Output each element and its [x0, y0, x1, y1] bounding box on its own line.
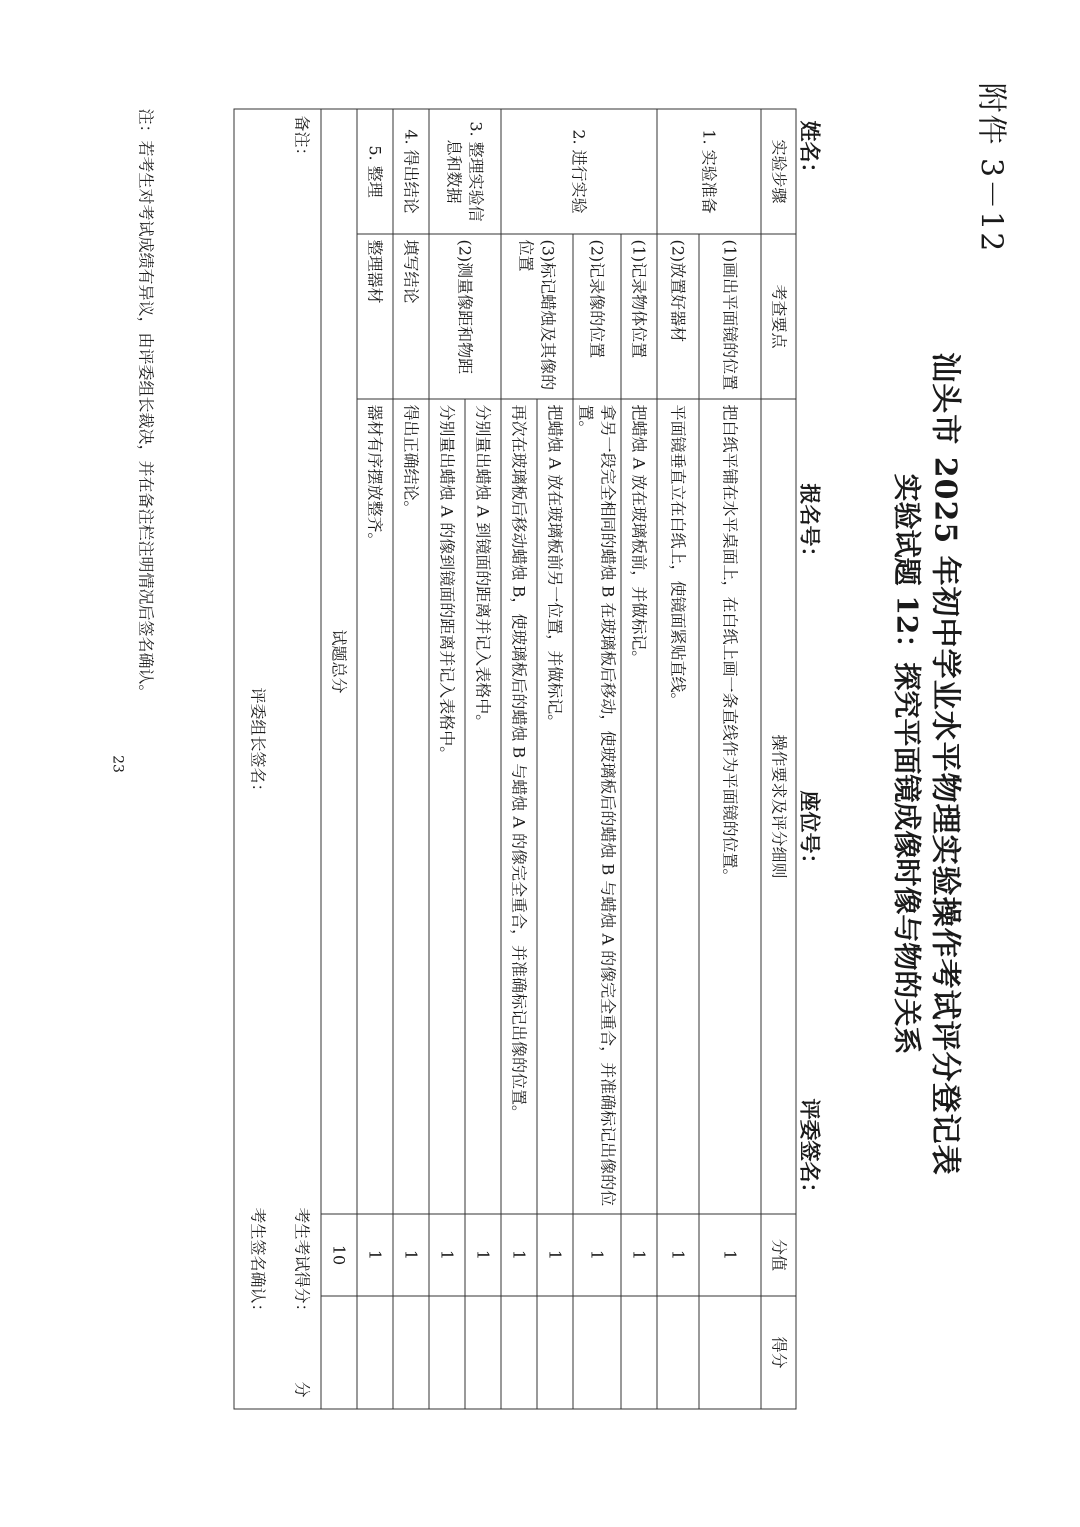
step-cell: 1. 实验准备: [657, 109, 761, 234]
step-cell: 2. 进行实验: [500, 109, 656, 234]
header-value: 分值: [761, 1214, 796, 1296]
score-cell[interactable]: [572, 1296, 620, 1409]
table-row: [356, 109, 392, 1409]
point-cell: 填写结论: [392, 234, 428, 399]
score-cell[interactable]: [657, 1296, 699, 1409]
value-cell: 1: [536, 1214, 572, 1296]
page-subtitle: 实验试题 12：探究平面镜成像时像与物的关系: [890, 473, 923, 1054]
footnote: 注：若考生对考试成绩有异议，由评委组长裁决，并在备注栏注明情况后签名确认。: [136, 108, 155, 701]
table-row: [464, 109, 500, 1409]
remarks-label: 备注：: [291, 115, 311, 164]
value-cell: 1: [657, 1214, 699, 1296]
page-number: 23: [109, 754, 125, 773]
details-cell: 把蜡烛 A 放在玻璃板前另一位置，并做标记。: [536, 399, 572, 1214]
details-cell: 得出正确结论。: [392, 399, 428, 1214]
leader-signature-label: 评委组长签名：: [247, 687, 267, 800]
registration-field-label: 报名号：: [797, 483, 822, 567]
value-cell: 1: [699, 1214, 761, 1296]
seat-field-label: 座位号：: [797, 790, 822, 874]
remarks-row: [233, 109, 320, 1409]
score-cell[interactable]: [699, 1296, 761, 1409]
remarks-cell: [233, 109, 320, 1409]
value-cell: 1: [356, 1214, 392, 1296]
value-cell: 1: [392, 1214, 428, 1296]
point-cell: (2)放置好器材: [657, 234, 699, 399]
details-cell: 器材有序摆放整齐。: [356, 399, 392, 1214]
details-cell: 再次在玻璃板后移动蜡烛 B，使玻璃板后的蜡烛 B 与蜡烛 A 的像完全重合，并准确标记出像的位置。: [500, 399, 536, 1214]
name-field-label: 姓名：: [797, 120, 822, 183]
page-title: 汕头市 2025 年初中学业水平物理实验操作考试评分登记表: [927, 351, 962, 1176]
header-point: 考查要点: [761, 234, 796, 399]
header-score: 得分: [761, 1296, 796, 1409]
score-cell[interactable]: [464, 1296, 500, 1409]
student-score-label: 考生考试得分：: [291, 1207, 311, 1320]
table-row: [392, 109, 428, 1409]
value-cell: 1: [464, 1214, 500, 1296]
table-row: [699, 109, 761, 1409]
table-header-row: [761, 109, 796, 1409]
total-label: 试题总分: [320, 109, 356, 1214]
details-cell: 平面镜垂直立在白纸上，使镜面紧贴直线。: [657, 399, 699, 1214]
details-cell: 把蜡烛 A 放在玻璃板前，并做标记。: [621, 399, 657, 1214]
table-row: [536, 109, 572, 1409]
step-cell: 4. 得出结论: [392, 109, 428, 234]
score-cell[interactable]: [621, 1296, 657, 1409]
details-cell: 分别量出蜡烛 A 到镜面的距离并记入表格中。: [464, 399, 500, 1214]
step-cell: 3. 整理实验信息和数据: [428, 109, 500, 234]
score-cell[interactable]: [500, 1296, 536, 1409]
attachment-label: 附件 3－12: [973, 82, 1008, 253]
table-row: [572, 109, 620, 1409]
total-row: [320, 109, 356, 1409]
details-cell: 分别量出蜡烛 A 的像到镜面的距离并记入表格中。: [428, 399, 464, 1214]
step-cell: 5. 整理: [356, 109, 392, 234]
total-value: 10: [320, 1214, 356, 1296]
value-cell: 1: [621, 1214, 657, 1296]
score-cell[interactable]: [428, 1296, 464, 1409]
student-signature-label: 考生签名确认：: [247, 1207, 267, 1320]
point-cell: (2)测量像距和物距: [428, 234, 500, 399]
header-details: 操作要求及评分细则: [761, 399, 796, 1214]
point-cell: (3)标记蜡烛及其像的位置: [500, 234, 572, 399]
table-row: [657, 109, 699, 1409]
score-cell[interactable]: [356, 1296, 392, 1409]
table-row: [621, 109, 657, 1409]
point-cell: (2)记录像的位置: [572, 234, 620, 399]
details-cell: 拿另一段完全相同的蜡烛 B 在玻璃板后移动，使玻璃板后的蜡烛 B 与蜡烛 A 的像完全重合，并准确标记出像的位置。: [572, 399, 620, 1214]
score-unit: 分: [291, 1381, 311, 1398]
value-cell: 1: [428, 1214, 464, 1296]
score-table: [233, 108, 796, 1409]
value-cell: 1: [500, 1214, 536, 1296]
judge-signature-label: 评委签名：: [797, 1098, 822, 1203]
score-cell[interactable]: [536, 1296, 572, 1409]
header-step: 实验步骤: [761, 109, 796, 234]
score-cell[interactable]: [392, 1296, 428, 1409]
point-cell: (1)画出平面镜的位置: [699, 234, 761, 399]
details-cell: 把白纸平铺在水平桌面上，在白纸上画一条直线作为平面镜的位置。: [699, 399, 761, 1214]
value-cell: 1: [572, 1214, 620, 1296]
total-score-cell[interactable]: [320, 1296, 356, 1409]
point-cell: (1)记录物体位置: [621, 234, 657, 399]
point-cell: 整理器材: [356, 234, 392, 399]
